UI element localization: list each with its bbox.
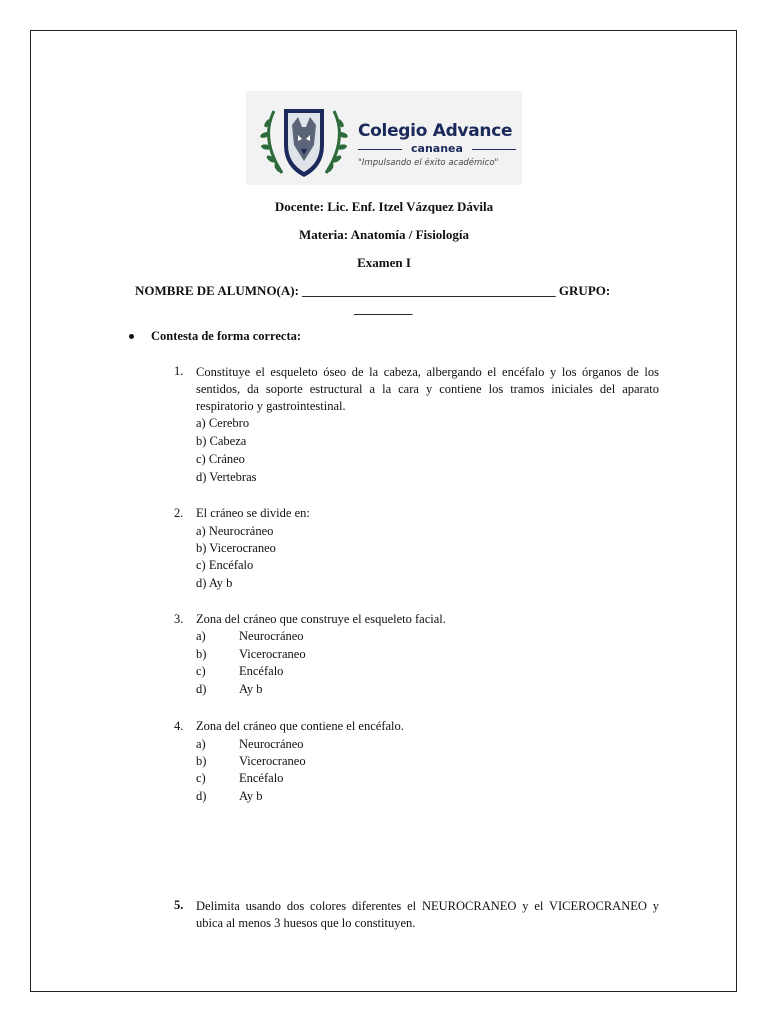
option: d) Ay b [196, 576, 233, 590]
option-letter: d) [196, 682, 207, 696]
wolf-crest-icon [252, 95, 356, 183]
option: b) Vicerocraneo [196, 541, 276, 555]
option: d) Vertebras [196, 470, 257, 484]
bullet [129, 334, 134, 339]
exam-title: Examen I [357, 255, 411, 270]
question-text: Zona del cráneo que contiene el encéfalo. [196, 719, 404, 733]
question-text: Zona del cráneo que construye el esqueleto facial. [196, 612, 446, 626]
question-number: 5. [174, 898, 184, 912]
school-slogan: "Impulsando el éxito académico" [358, 158, 499, 168]
question-text: El cráneo se divide en: [196, 506, 310, 520]
option: Neurocráneo [239, 737, 304, 751]
option-letter: b) [196, 754, 207, 768]
option-letter: a) [196, 737, 206, 751]
instructions: Contesta de forma correcta: [151, 329, 302, 343]
question-text: Delimita usando dos colores diferentes el NEUROCRANEO y el VICEROCRANEO y ubica al menos 3 huesos que lo constituyen. [196, 899, 659, 930]
option: Encéfalo [239, 664, 284, 678]
question-number: 3. [174, 612, 184, 626]
student-name-field[interactable]: NOMBRE DE ALUMNO(A): _______________________________________ GRUPO: [135, 283, 611, 298]
option: Ay b [239, 682, 263, 696]
option: a) Neurocráneo [196, 524, 274, 538]
option: c) Cráneo [196, 452, 245, 466]
option-letter: c) [196, 771, 206, 785]
option: Encéfalo [239, 771, 284, 785]
option: Vicerocraneo [239, 754, 306, 768]
docente-line: Docente: Lic. Enf. Itzel Vázquez Dávila [274, 199, 494, 214]
option: Vicerocraneo [239, 647, 306, 661]
option-letter: b) [196, 647, 207, 661]
option-letter: d) [196, 789, 207, 803]
option: Ay b [239, 789, 263, 803]
group-field[interactable]: _________ [354, 301, 413, 316]
option-letter: a) [196, 629, 206, 643]
option: c) Encéfalo [196, 558, 254, 572]
materia-line: Materia: Anatomía / Fisiología [298, 227, 470, 242]
option: Neurocráneo [239, 629, 304, 643]
question-text: Constituye el esqueleto óseo de la cabeza, albergando el encéfalo y los órganos de los sentidos, da soporte estructural a la cara y contiene los tramos iniciales del aparato respiratorio y gastrointestinal. [196, 365, 659, 413]
question-number: 1. [174, 364, 184, 378]
school-name: Colegio Advance [358, 121, 513, 141]
question-number: 2. [174, 506, 184, 520]
question-number: 4. [174, 719, 184, 733]
option: b) Cabeza [196, 434, 247, 448]
school-logo [246, 91, 522, 185]
school-city: cananea [358, 142, 516, 155]
option: a) Cerebro [196, 416, 250, 430]
option-letter: c) [196, 664, 206, 678]
